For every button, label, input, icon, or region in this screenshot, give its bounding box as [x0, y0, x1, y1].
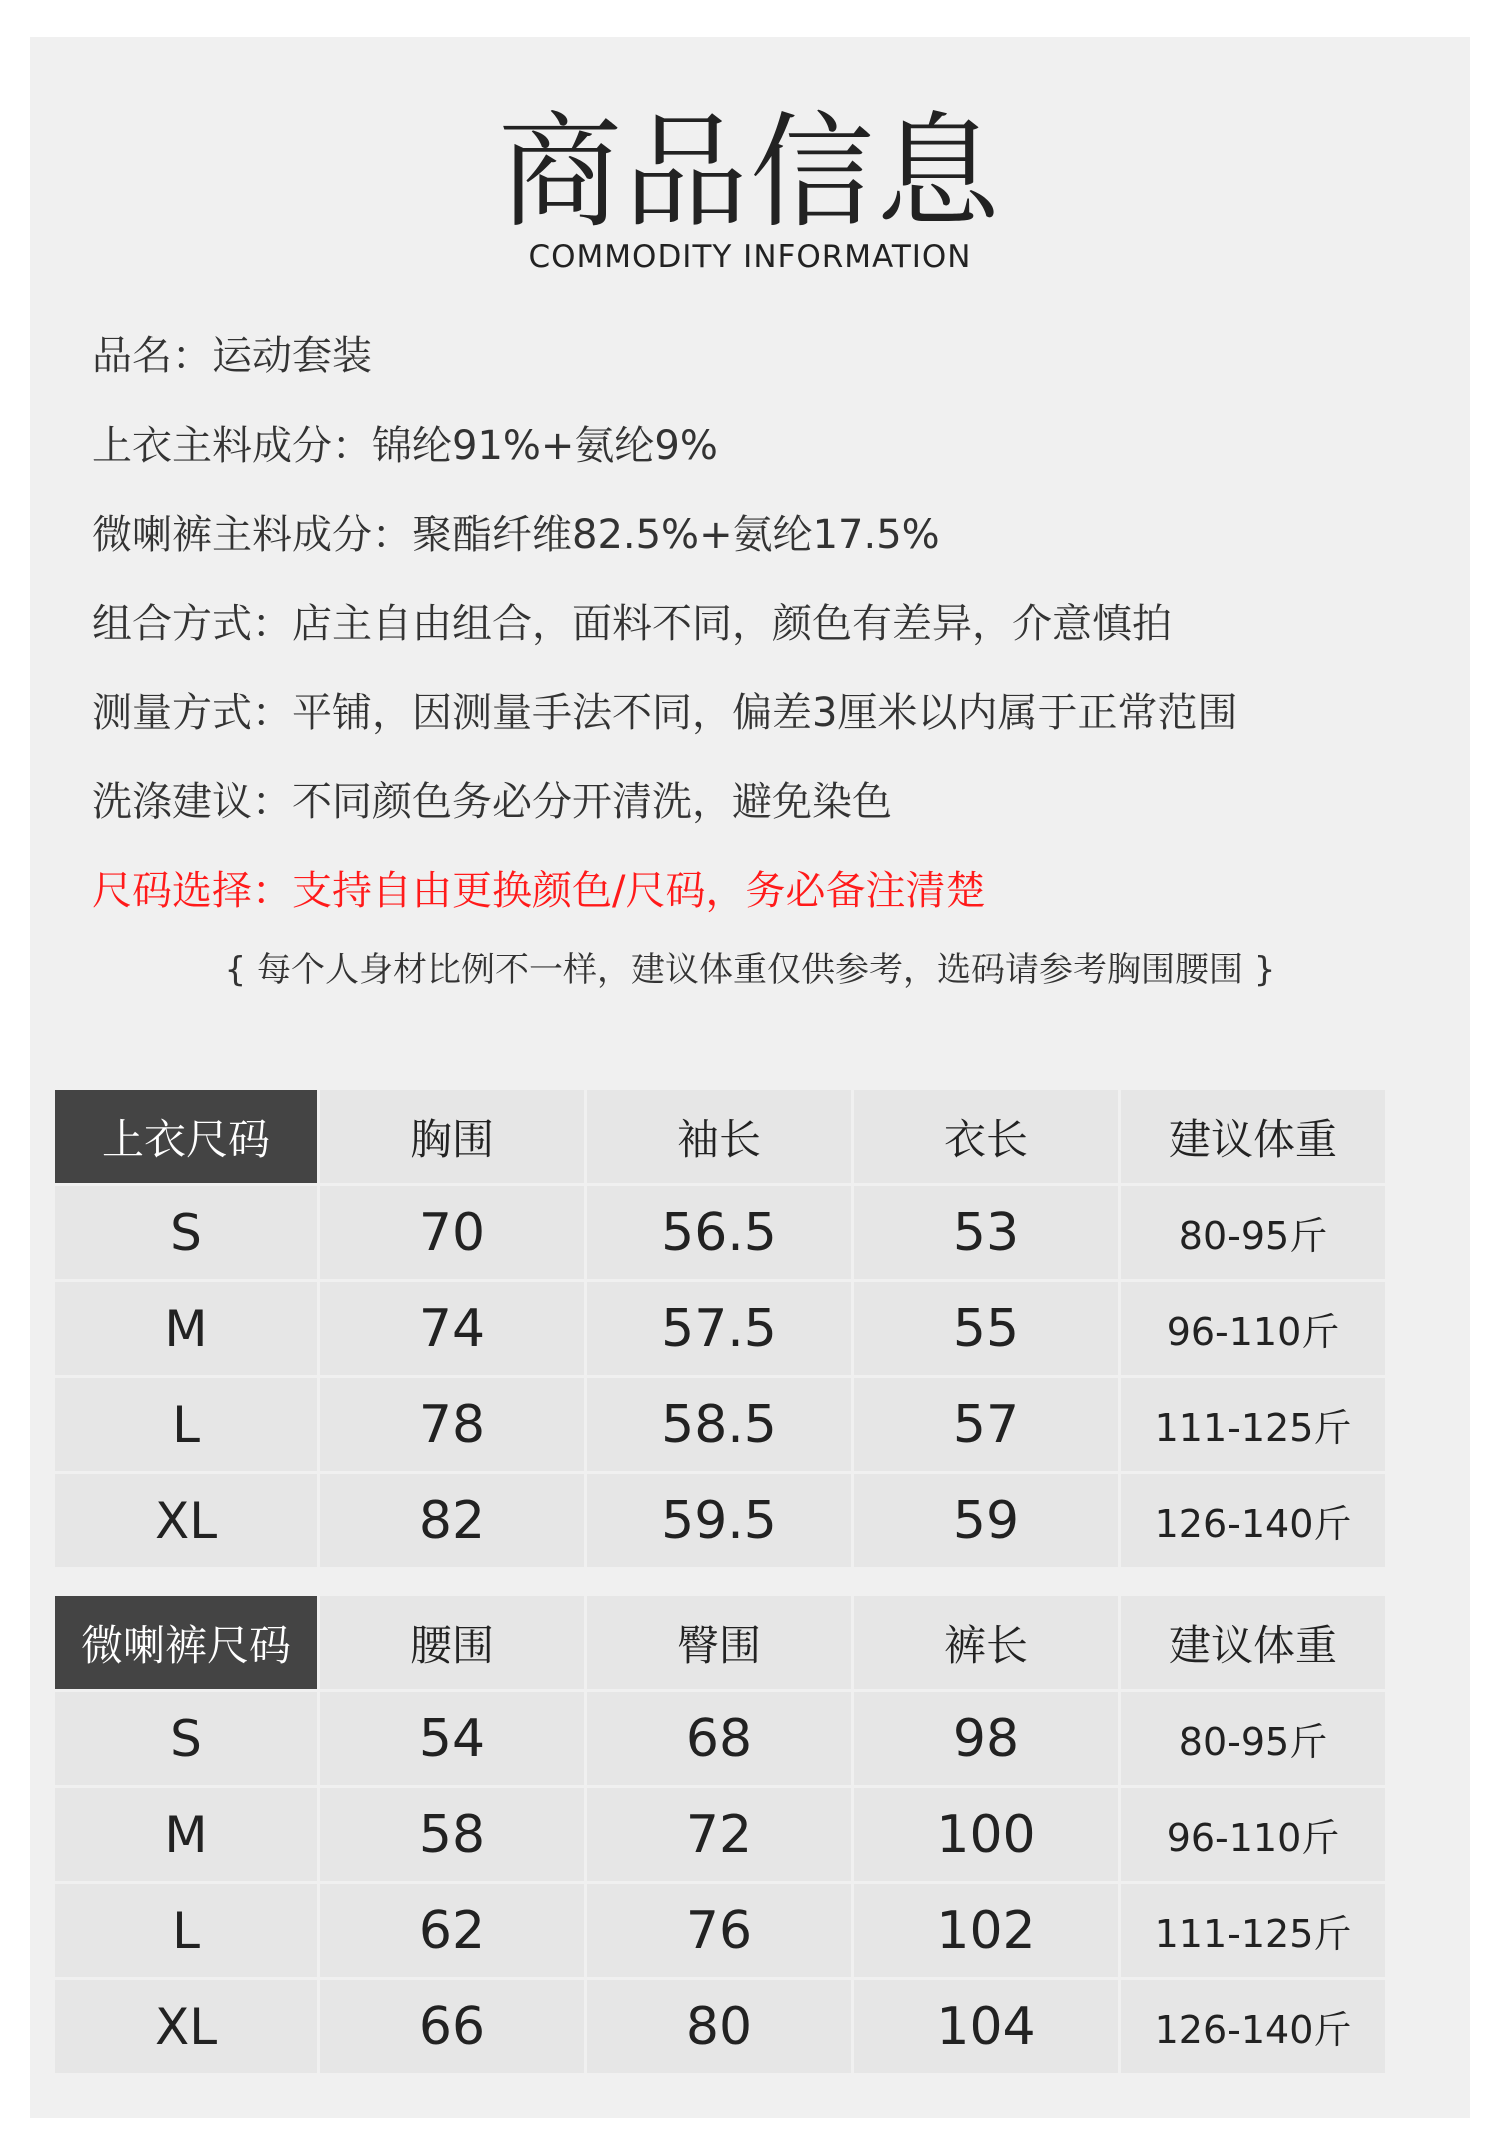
- info-top-material: 上衣主料成分：锦纶91%+氨纶9%: [92, 423, 718, 469]
- table-cell: 62: [320, 1884, 584, 1977]
- size-cell: S: [55, 1186, 317, 1279]
- size-note: { 每个人身材比例不一样，建议体重仅供参考，选码请参考胸围腰围 }: [224, 950, 1276, 990]
- weight-cell: 80-95斤: [1121, 1692, 1385, 1785]
- table-cell: 54: [320, 1692, 584, 1785]
- weight-cell: 126-140斤: [1121, 1474, 1385, 1567]
- weight-cell: 80-95斤: [1121, 1186, 1385, 1279]
- table-header: 腰围: [320, 1596, 584, 1689]
- table-header: 建议体重: [1121, 1090, 1385, 1183]
- table-cell: 82: [320, 1474, 584, 1567]
- weight-cell: 96-110斤: [1121, 1788, 1385, 1881]
- table-cell: 53: [854, 1186, 1118, 1279]
- table-cell: 70: [320, 1186, 584, 1279]
- table-cell: 58: [320, 1788, 584, 1881]
- info-washing: 洗涤建议：不同颜色务必分开清洗，避免染色: [92, 779, 892, 825]
- page-subtitle: COMMODITY INFORMATION: [528, 239, 972, 275]
- table-cell: 80: [587, 1980, 851, 2073]
- info-size-selection: 尺码选择：支持自由更换颜色/尺码，务必备注清楚: [92, 868, 986, 914]
- weight-cell: 126-140斤: [1121, 1980, 1385, 2073]
- weight-cell: 111-125斤: [1121, 1884, 1385, 1977]
- size-cell: M: [55, 1282, 317, 1375]
- table-cell: 68: [587, 1692, 851, 1785]
- table-header: 建议体重: [1121, 1596, 1385, 1689]
- info-pants-material: 微喇裤主料成分：聚酯纤维82.5%+氨纶17.5%: [92, 512, 940, 558]
- table-cell: 57: [854, 1378, 1118, 1471]
- size-cell: M: [55, 1788, 317, 1881]
- table-header: 臀围: [587, 1596, 851, 1689]
- table-header: 袖长: [587, 1090, 851, 1183]
- table-cell: 74: [320, 1282, 584, 1375]
- info-combination: 组合方式：店主自由组合，面料不同，颜色有差异，介意慎拍: [92, 601, 1172, 647]
- size-cell: L: [55, 1378, 317, 1471]
- pants-size-table: [55, 1596, 1385, 2073]
- table-cell: 58.5: [587, 1378, 851, 1471]
- table-cell: 59: [854, 1474, 1118, 1567]
- size-cell: XL: [55, 1474, 317, 1567]
- table-cell: 104: [854, 1980, 1118, 2073]
- table-cell: 66: [320, 1980, 584, 2073]
- table-cell: 57.5: [587, 1282, 851, 1375]
- size-cell: S: [55, 1692, 317, 1785]
- info-product-name: 品名：运动套装: [92, 333, 372, 379]
- size-cell: XL: [55, 1980, 317, 2073]
- table-cell: 78: [320, 1378, 584, 1471]
- table-header-label: 上衣尺码: [55, 1090, 317, 1183]
- table-cell: 76: [587, 1884, 851, 1977]
- table-header: 裤长: [854, 1596, 1118, 1689]
- info-measurement: 测量方式：平铺，因测量手法不同，偏差3厘米以内属于正常范围: [92, 690, 1238, 736]
- weight-cell: 111-125斤: [1121, 1378, 1385, 1471]
- top-size-table: [55, 1090, 1385, 1567]
- size-cell: L: [55, 1884, 317, 1977]
- table-cell: 98: [854, 1692, 1118, 1785]
- table-cell: 55: [854, 1282, 1118, 1375]
- table-header-label: 微喇裤尺码: [55, 1596, 317, 1689]
- table-header: 胸围: [320, 1090, 584, 1183]
- table-cell: 72: [587, 1788, 851, 1881]
- page-title: 商品信息: [497, 101, 1002, 245]
- table-cell: 59.5: [587, 1474, 851, 1567]
- table-cell: 56.5: [587, 1186, 851, 1279]
- table-cell: 102: [854, 1884, 1118, 1977]
- table-header: 衣长: [854, 1090, 1118, 1183]
- weight-cell: 96-110斤: [1121, 1282, 1385, 1375]
- table-cell: 100: [854, 1788, 1118, 1881]
